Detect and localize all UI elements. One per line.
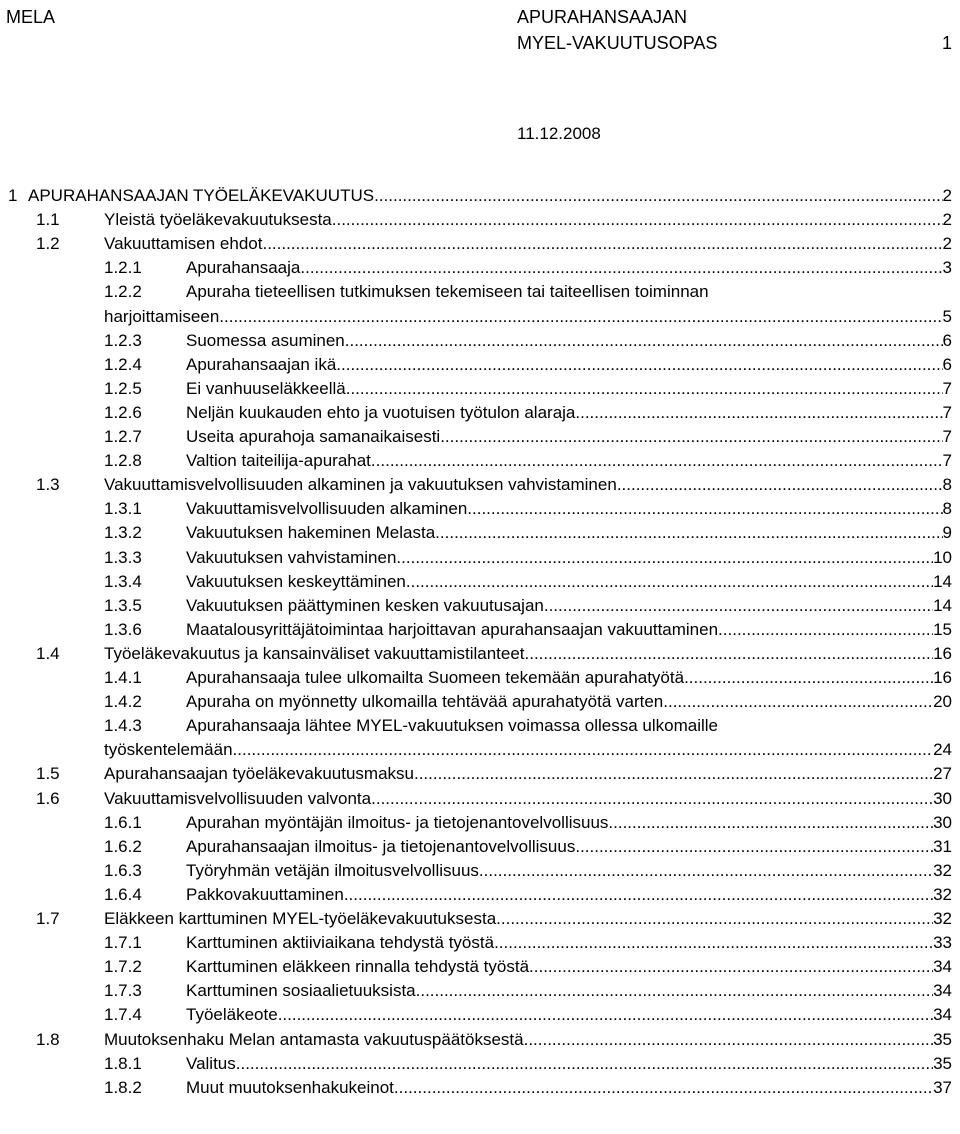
toc-entry[interactable] [0,955,960,978]
toc-dot-leader [525,642,934,665]
toc-entry-page: 34 [933,1005,952,1025]
toc-entry-page: 2 [942,234,952,254]
toc-entry-title: Apurahansaaja [186,258,301,278]
toc-entry[interactable] [0,1003,960,1026]
toc-entry[interactable] [0,329,960,352]
toc-entry-page: 6 [942,330,952,350]
toc-entry-page: 32 [933,909,952,928]
toc-entry-title-continued: harjoittamiseen [104,306,220,326]
toc-dot-leader [233,738,934,761]
toc-entry-page: 14 [933,571,952,591]
toc-entry-page: 2 [942,210,952,230]
toc-dot-leader [346,377,943,400]
toc-entry-title: Apurahan myöntäjän ilmoitus- ja tietojenantovelvollisuus [186,812,609,832]
toc-entry-page: 24 [933,740,952,760]
toc-entry-page: 27 [933,764,952,784]
toc-entry-page: 7 [942,427,952,446]
toc-entry[interactable] [0,497,960,520]
toc-entry-title: Pakkovakuuttaminen [186,884,344,904]
toc-entry-number: 1.3.5 [104,595,142,615]
toc-entry-title: Vakuuttamisen ehdot [104,234,263,254]
toc-entry[interactable] [0,184,960,207]
toc-entry-title: Vakuutuksen vahvistaminen [186,547,397,567]
toc-dot-leader [332,208,943,231]
toc-entry-title: Vakuuttamisvelvollisuuden alkaminen ja vakuutuksen vahvistaminen [104,475,617,495]
toc-entry-title: Työryhmän vetäjän ilmoitusvelvollisuus [186,860,479,880]
toc-entry-number: 1.2.6 [104,402,142,422]
toc-entry-title: Apuraha tieteellisen tutkimuksen tekemiseen tai taiteellisen toiminnan [186,282,709,302]
toc-entry-number: 1.3.4 [104,571,142,591]
toc-dot-leader [435,521,942,544]
toc-entry-page: 2 [942,186,952,205]
toc-entry-number: 1.6.3 [104,860,142,880]
toc-entry-page: 30 [933,812,952,832]
toc-entry-title: Vakuutuksen hakeminen Melasta [186,523,436,543]
toc-entry-title: Eläkkeen karttuminen MYEL-työeläkevakuutuksesta [104,909,497,928]
toc-dot-leader [496,907,933,930]
toc-entry-page: 34 [933,957,952,977]
toc-entry[interactable] [0,521,960,544]
toc-entry-page: 7 [942,378,952,398]
toc-entry-page: 30 [933,788,952,808]
toc-entry[interactable] [0,449,960,472]
toc-entry[interactable] [0,232,960,255]
toc-entry-number: 1.2.2 [104,282,142,302]
toc-dot-leader [345,329,943,352]
toc-entry[interactable] [0,1076,960,1099]
toc-entry-number: 1.1 [36,210,60,230]
toc-entry-page: 14 [933,595,952,615]
toc-entry-page: 8 [942,499,952,519]
toc-dot-leader [371,449,943,472]
toc-entry-title: Muut muutoksenhakukeinot [186,1077,394,1097]
toc-entry-number: 1.4.3 [104,716,142,736]
toc-entry-page: 6 [942,354,952,374]
toc-entry-title: Useita apurahoja samanaikaisesti [186,427,441,446]
toc-dot-leader [575,835,933,858]
toc-entry-number: 1.3.6 [104,619,142,639]
toc-entry-number: 1.5 [36,764,60,784]
toc-entry-page: 8 [942,475,952,495]
toc-dot-leader [219,305,942,328]
toc-entry[interactable] [0,762,960,785]
toc-entry-page: 9 [942,523,952,543]
toc-entry-page: 3 [942,258,952,278]
toc-dot-leader [524,1028,933,1051]
toc-entry-number: 1.2.3 [104,330,142,350]
toc-entry-number: 1.4.1 [104,668,142,687]
toc-entry-number: 1.2.1 [104,258,142,278]
toc-entry-title: Valitus [186,1053,236,1073]
toc-entry-number: 1.6.2 [104,836,142,856]
toc-entry-number: 1.8 [36,1029,60,1049]
toc-dot-leader [344,883,933,906]
toc-entry[interactable] [0,835,960,858]
toc-entry-number: 1.3 [36,475,60,495]
toc-entry[interactable] [0,1052,960,1075]
toc-dot-leader [494,931,933,954]
toc-dot-leader [262,232,942,255]
toc-entry-page: 35 [933,1029,952,1049]
toc-entry[interactable] [0,353,960,376]
toc-entry-title: Maatalousyrittäjätoimintaa harjoittavan apurahansaajan vakuuttaminen [186,619,719,639]
toc-entry-page: 5 [942,306,952,326]
toc-entry-page: 20 [933,692,952,712]
toc-entry-page: 32 [933,884,952,904]
toc-dot-leader [236,1052,933,1075]
toc-dot-leader [394,1076,933,1099]
document-date: 11.12.2008 [517,124,601,143]
toc-entry-continuation[interactable] [0,738,960,761]
toc-entry-number: 1.3.2 [104,523,142,543]
toc-entry-title: Apurahansaajan työeläkevakuutusmaksu [104,764,414,784]
toc-entry-number: 1.6 [36,788,60,808]
toc-entry-page: 15 [933,619,952,639]
toc-entry[interactable] [0,546,960,569]
toc-dot-leader [544,594,933,617]
toc-dot-leader [529,955,933,978]
toc-entry-number: 1.8.1 [104,1053,142,1073]
toc-dot-leader [300,256,942,279]
toc-entry-number: 1.2.5 [104,378,142,398]
toc-dot-leader [608,811,933,834]
toc-entry-title: Vakuutuksen keskeyttäminen [186,571,406,591]
toc-entry-title: Neljän kuukauden ehto ja vuotuisen työtulon alaraja [186,402,576,422]
toc-dot-leader [684,666,933,689]
toc-entry[interactable] [0,208,960,231]
toc-entry-title: Suomessa asuminen [186,330,345,350]
toc-entry-title: Työeläkevakuutus ja kansainväliset vakuuttamistilanteet [104,643,525,663]
toc-dot-leader [575,401,942,424]
toc-entry[interactable] [0,280,960,303]
toc-entry-title: Vakuutuksen päättyminen kesken vakuutusajan [186,595,544,615]
toc-entry-number: 1.4 [36,643,60,663]
toc-entry-number: 1.2.4 [104,354,142,374]
toc-entry[interactable] [0,690,960,713]
toc-entry-number: 1.7.4 [104,1005,142,1025]
header-title-line-1: APURAHANSAAJAN [517,7,688,27]
toc-entry-page: 16 [933,643,952,663]
toc-entry-page: 10 [933,547,952,567]
toc-entry[interactable] [0,931,960,954]
toc-entry-title: Apurahansaaja lähtee MYEL-vakuutuksen voimassa ollessa ulkomaille [186,716,719,736]
header-page-number: 1 [941,33,952,53]
toc-entry-continuation[interactable] [0,305,960,328]
toc-entry-number: 1.6.4 [104,884,142,904]
toc-entry[interactable] [0,594,960,617]
toc-entry[interactable] [0,714,960,737]
toc-entry-title: Karttuminen sosiaalietuuksista [186,981,416,1001]
toc-entry-page: 16 [933,668,952,687]
toc-dot-leader [371,787,933,810]
toc-entry[interactable] [0,1028,960,1051]
toc-dot-leader [416,979,933,1002]
toc-entry-title: Työeläkeote [186,1005,278,1025]
toc-entry-title: Karttuminen aktiiviaikana tehdystä työstä [186,933,495,953]
toc-entry-page: 7 [942,402,952,422]
toc-dot-leader [467,497,942,520]
toc-dot-leader [374,184,942,207]
toc-entry-number: 1.3.1 [104,499,142,519]
toc-entry[interactable] [0,256,960,279]
toc-entry[interactable] [0,642,960,665]
toc-entry-title: Muutoksenhaku Melan antamasta vakuutuspäätöksestä [104,1029,524,1049]
toc-dot-leader [278,1003,933,1026]
toc-dot-leader [617,473,943,496]
toc-entry-number: 1.2 [36,234,60,254]
toc-entry-title: Vakuuttamisvelvollisuuden valvonta [104,788,372,808]
toc-entry[interactable] [0,570,960,593]
toc-entry[interactable] [0,883,960,906]
toc-entry[interactable] [0,859,960,882]
toc-entry-title: Apurahansaaja tulee ulkomailta Suomeen tekemään apurahatyötä [186,668,685,687]
toc-dot-leader [414,762,933,785]
header-organization: MELA [6,7,56,27]
toc-entry[interactable] [0,666,960,689]
toc-entry[interactable] [0,907,960,930]
toc-dot-leader [396,546,933,569]
toc-entry-title: Ei vanhuuseläkkeellä [186,378,346,398]
toc-entry-page: 37 [933,1077,952,1097]
toc-entry-title: Valtion taiteilija-apurahat [186,451,371,471]
toc-entry-number: 1.3.3 [104,547,142,567]
toc-entry-number: 1.2.7 [104,427,142,446]
toc-entry[interactable] [0,811,960,834]
toc-entry-number: 1.8.2 [104,1077,142,1097]
header-title-line-2: MYEL-VAKUUTUSOPAS [517,33,718,53]
toc-dot-leader [440,425,942,448]
toc-entry-page: 33 [933,933,952,953]
toc-entry-page: 7 [942,451,952,471]
toc-dot-leader [663,690,933,713]
toc-entry[interactable] [0,401,960,424]
header-document-title [517,4,717,56]
toc-dot-leader [479,859,933,882]
toc-entry-page: 31 [933,836,952,856]
toc-entry[interactable] [0,787,960,810]
toc-entry-title-continued: työskentelemään [104,740,233,760]
toc-entry-title: Apurahansaajan ilmoitus- ja tietojenantovelvollisuus [186,836,576,856]
toc-entry[interactable] [0,425,960,448]
toc-entry-title: Karttuminen eläkkeen rinnalla tehdystä työstä [186,957,530,977]
toc-dot-leader [336,353,942,376]
toc-entry[interactable] [0,377,960,400]
toc-entry-page: 32 [933,860,952,880]
toc-entry-number: 1.7 [36,909,60,928]
toc-entry-page: 34 [933,981,952,1001]
toc-entry-number: 1.4.2 [104,692,142,712]
toc-entry[interactable] [0,979,960,1002]
toc-dot-leader [718,618,933,641]
toc-entry-page: 35 [933,1053,952,1073]
toc-dot-leader [406,570,933,593]
toc-entry-number: 1.6.1 [104,812,142,832]
toc-entry-number: 1.2.8 [104,451,142,471]
toc-entry-title: APURAHANSAAJAN TYÖELÄKEVAKUUTUS [28,186,375,205]
toc-entry-title: Vakuuttamisvelvollisuuden alkaminen [186,499,468,519]
toc-entry-title: Apurahansaajan ikä [186,354,337,374]
toc-entry-title: Apuraha on myönnetty ulkomailla tehtävää apurahatyötä varten [186,692,664,712]
toc-entry-number: 1.7.3 [104,981,142,1001]
toc-entry[interactable] [0,618,960,641]
toc-entry-number: 1 [8,186,18,205]
toc-entry-number: 1.7.2 [104,957,142,977]
toc-entry[interactable] [0,473,960,496]
toc-entry-number: 1.7.1 [104,933,142,953]
toc-entry-title: Yleistä työeläkevakuutuksesta [104,210,332,230]
